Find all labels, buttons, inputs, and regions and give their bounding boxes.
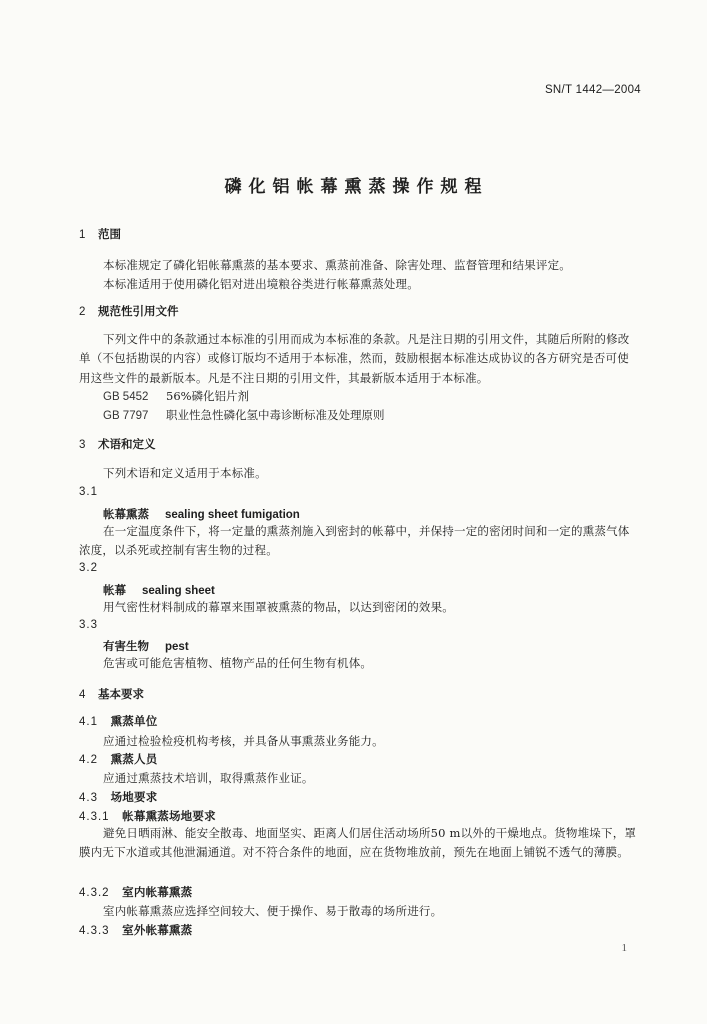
term-entry — [103, 506, 300, 522]
term-en: sealing sheet — [142, 585, 215, 597]
reference-title: 56%磷化铝片剂 — [166, 389, 250, 403]
term-en: sealing sheet fumigation — [165, 509, 300, 521]
clause-4-3-1 — [79, 808, 216, 824]
term-zh: 有害生物 — [103, 639, 149, 653]
section-heading-1 — [79, 226, 121, 242]
term-number: 3.2 — [79, 562, 98, 574]
clause-title: 熏蒸人员 — [110, 752, 158, 766]
term-definition: 在一定温度条件下，将一定量的熏蒸剂施入到密封的帐幕中，并保持一定的密闭时间和一定的熏蒸气体浓度，以杀死或控制有害生物的过程。 — [79, 524, 630, 558]
clause-title: 室内帐幕熏蒸 — [122, 885, 193, 899]
clause-number: 4.3.1 — [79, 811, 110, 823]
reference-code: GB 5452 — [103, 391, 149, 403]
clause-number: 4.3.2 — [79, 887, 110, 899]
term-zh: 帐幕熏蒸 — [103, 507, 149, 521]
term-number: 3.1 — [79, 486, 98, 498]
paragraph: 下列术语和定义适用于本标准。 — [103, 466, 267, 480]
reference-title: 职业性急性磷化氢中毒诊断标准及处理原则 — [166, 408, 385, 422]
clause-4-3-2 — [79, 884, 192, 900]
reference-code: GB 7797 — [103, 410, 149, 422]
paragraph: 本标准规定了磷化铝帐幕熏蒸的基本要求、熏蒸前准备、除害处理、监督管理和结果评定。 — [103, 258, 571, 272]
normative-reference — [103, 388, 249, 404]
section-heading-2 — [79, 303, 179, 319]
clause-title: 室外帐幕熏蒸 — [122, 923, 193, 937]
clause-number: 4.3.3 — [79, 925, 110, 937]
clause-number: 4.2 — [79, 754, 98, 766]
term-zh: 帐幕 — [103, 583, 126, 597]
section-number: 3 — [79, 439, 86, 451]
section-title: 基本要求 — [98, 687, 144, 701]
section-title: 范围 — [98, 227, 121, 241]
paragraph: 下列文件中的条款通过本标准的引用而成为本标准的条款。凡是注日期的引用文件，其随后所附的修改单（不包括勘误的内容）或修订版均不适用于本标准，然而，鼓励根据本标准达成协议的各方研究是否可使用这些文件的最新版本。凡是不注日期的引用文件，其最新版本适用于本标准。 — [79, 332, 630, 385]
term-entry — [103, 582, 215, 598]
section-number: 2 — [79, 306, 86, 318]
clause-title: 帐幕熏蒸场地要求 — [122, 809, 216, 823]
clause-4-3-3 — [79, 922, 192, 938]
paragraph: 应通过熏蒸技术培训，取得熏蒸作业证。 — [103, 771, 314, 785]
term-definition: 危害或可能危害植物、植物产品的任何生物有机体。 — [103, 656, 373, 670]
page-number: 1 — [621, 942, 627, 954]
clause-number: 4.3 — [79, 792, 98, 804]
term-definition: 用气密性材料制成的幕罩来围罩被熏蒸的物品，以达到密闭的效果。 — [103, 600, 454, 614]
section-title: 术语和定义 — [98, 437, 156, 451]
clause-title: 熏蒸单位 — [110, 714, 158, 728]
section-heading-3 — [79, 436, 156, 452]
paragraph: 室内帐幕熏蒸应选择空间较大、便于操作、易于散毒的场所进行。 — [103, 904, 443, 918]
term-entry — [103, 638, 189, 654]
section-title: 规范性引用文件 — [98, 304, 179, 318]
clause-title: 场地要求 — [110, 790, 158, 804]
standard-code: SN/T 1442—2004 — [544, 84, 641, 96]
section-number: 4 — [79, 689, 86, 701]
paragraph: 应通过检验检疫机构考核，并具备从事熏蒸业务能力。 — [103, 734, 384, 748]
section-heading-4 — [79, 686, 144, 702]
clause-number: 4.1 — [79, 716, 98, 728]
paragraph: 本标准适用于使用磷化铝对进出境粮谷类进行帐幕熏蒸处理。 — [103, 277, 419, 291]
paragraph: 避免日晒雨淋、能安全散毒、地面坚实、距离人们居住活动场所50 m以外的干燥地点。货物堆垛下，罩膜内无下水道或其他泄漏通道。对不符合条件的地面，应在货物堆放前，预先在地面上铺锐不透气的薄膜。 — [79, 826, 637, 860]
clause-4-3 — [79, 789, 157, 805]
normative-reference — [103, 407, 385, 423]
term-number: 3.3 — [79, 619, 98, 631]
page-title: 磷化铝帐幕熏蒸操作规程 — [224, 177, 489, 197]
section-number: 1 — [79, 229, 86, 241]
clause-4-1 — [79, 713, 157, 729]
clause-4-2 — [79, 751, 157, 767]
term-en: pest — [165, 641, 189, 653]
